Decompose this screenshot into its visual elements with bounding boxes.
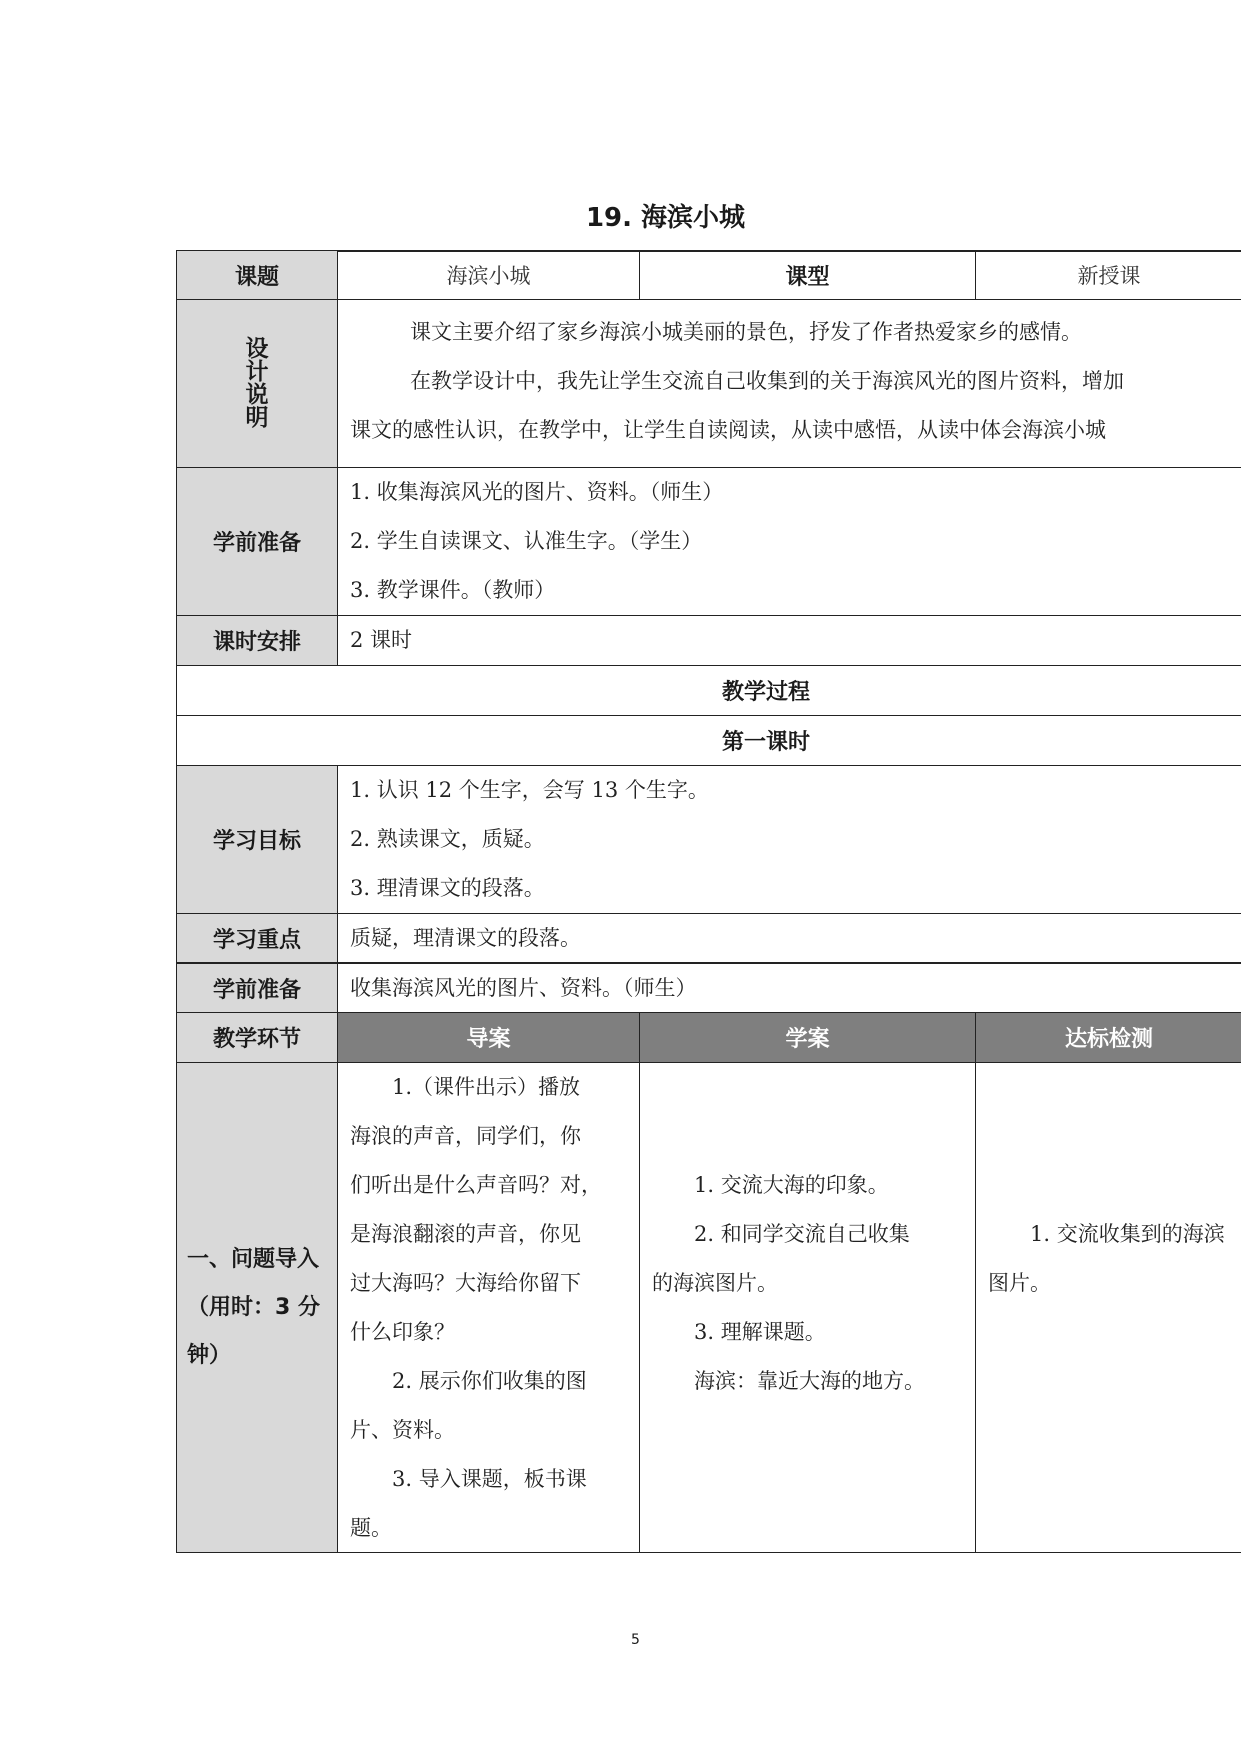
- design-label-char: 设: [245, 335, 269, 362]
- table-row-topic: [176, 251, 1241, 299]
- list-item: 2. 熟读课文，质疑。: [350, 827, 545, 851]
- prep-label: 学前准备: [177, 468, 338, 615]
- column-guide: 导案: [338, 1013, 640, 1062]
- process-header: [177, 666, 1241, 715]
- focus-label: 学习重点: [177, 914, 338, 962]
- list-item: 2. 学生自读课文、认准生字。（学生）: [350, 529, 703, 553]
- design-paragraph-continued: 课文的感性认识，在教学中，让学生自读阅读，从读中感悟，从读中体会海滨小城: [350, 418, 1106, 442]
- lesson-header-text: 第一课时: [722, 730, 811, 755]
- design-text: [338, 300, 1241, 467]
- prep2-value: 收集海滨风光的图片、资料。（师生）: [350, 976, 697, 1000]
- table-bottom-border: [176, 1552, 1241, 1553]
- type-label: 课型: [640, 251, 976, 299]
- guide-line: 1.（课件出示）播放: [392, 1075, 581, 1099]
- table-row-goals: [176, 766, 1241, 913]
- table-row-process: [176, 666, 1241, 715]
- guide-line: 海浪的声音，同学们，你: [350, 1124, 581, 1148]
- design-label: [177, 300, 338, 467]
- study-line: 1. 交流大海的印象。: [694, 1173, 889, 1197]
- table-row-design: [176, 300, 1241, 467]
- design-paragraph: 在教学设计中，我先让学生交流自己收集到的关于海滨风光的图片资料，增加: [410, 369, 1124, 393]
- column-stage: 教学环节: [177, 1013, 338, 1062]
- table-row-stage1: [176, 1063, 1241, 1552]
- stage1-label-line: （用时：3 分: [187, 1294, 320, 1320]
- topic-value: 海滨小城: [338, 251, 640, 299]
- guide-line: 2. 展示你们收集的图: [392, 1369, 587, 1393]
- focus-value: 质疑，理清课文的段落。: [350, 926, 581, 950]
- design-label-char: 计: [245, 358, 269, 385]
- type-value: 新授课: [1077, 264, 1141, 288]
- stage1-label: [177, 1063, 338, 1552]
- guide-line: 什么印象？: [350, 1320, 455, 1344]
- column-check: 达标检测: [976, 1013, 1241, 1062]
- stage1-guide: [338, 1063, 640, 1552]
- lesson-header: [177, 716, 1241, 765]
- guide-line: 们听出是什么声音吗？对，: [350, 1173, 602, 1197]
- study-line: 海滨：靠近大海的地方。: [694, 1369, 925, 1393]
- design-paragraph: 课文主要介绍了家乡海滨小城美丽的景色，抒发了作者热爱家乡的感情。: [410, 320, 1082, 344]
- prep-list: [338, 468, 1241, 615]
- stage1-label-text: [177, 1236, 330, 1380]
- guide-line: 3. 导入课题，板书课: [392, 1467, 587, 1491]
- prep2-label: 学前准备: [177, 964, 338, 1012]
- schedule-label: 课时安排: [177, 616, 338, 665]
- study-line: 2. 和同学交流自己收集: [694, 1222, 910, 1246]
- goals-list: [338, 766, 1241, 913]
- guide-line: 过大海吗？大海给你留下: [350, 1271, 581, 1295]
- study-line: 的海滨图片。: [652, 1271, 778, 1295]
- guide-line: 片、资料。: [350, 1418, 455, 1442]
- table-row-prep: [176, 468, 1241, 615]
- list-item: 3. 理清课文的段落。: [350, 876, 545, 900]
- table-row-schedule: [176, 616, 1241, 665]
- study-line: 3. 理解课题。: [694, 1320, 826, 1344]
- guide-line: 题。: [350, 1516, 392, 1540]
- list-item: 1. 认识 12 个生字，会写 13 个生字。: [350, 778, 709, 802]
- page-title: 19. 海滨小城: [585, 203, 746, 233]
- check-line: 1. 交流收集到的海滨: [1030, 1222, 1225, 1246]
- schedule-value: 2 课时: [350, 628, 413, 652]
- check-line: 图片。: [988, 1271, 1051, 1295]
- stage1-check: [976, 1063, 1241, 1552]
- guide-line: 是海浪翻滚的声音，你见: [350, 1222, 581, 1246]
- design-label-char: 明: [245, 404, 269, 431]
- table-row-prep2: [176, 964, 1241, 1012]
- table-row-focus: [176, 914, 1241, 962]
- table-row-lesson: [176, 716, 1241, 765]
- list-item: 1. 收集海滨风光的图片、资料。（师生）: [350, 480, 724, 504]
- column-study: 学案: [640, 1013, 976, 1062]
- list-item: 3. 教学课件。（教师）: [350, 578, 556, 602]
- page-number: 5: [631, 1632, 640, 1648]
- stage1-label-line: 一、问题导入: [187, 1246, 320, 1272]
- table-row-columns: [176, 1013, 1241, 1062]
- topic-label: 课题: [177, 251, 338, 299]
- stage1-study: [640, 1063, 976, 1552]
- goals-label: 学习目标: [177, 766, 338, 913]
- stage1-label-line: 钟）: [187, 1342, 232, 1368]
- process-header-text: 教学过程: [722, 680, 811, 705]
- design-label-char: 说: [245, 381, 269, 408]
